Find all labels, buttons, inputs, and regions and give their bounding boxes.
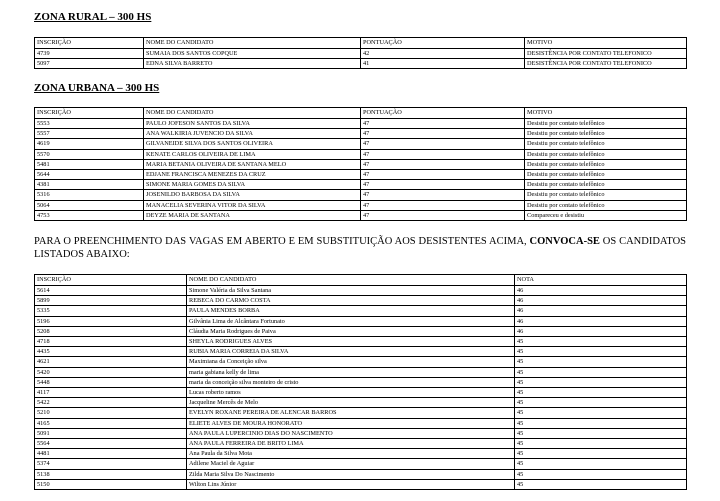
table-row: [35, 388, 687, 398]
table-cell: KENATE CARLOS OLIVEIRA DE LIMA: [144, 149, 361, 159]
table-cell: 42: [361, 49, 525, 59]
table-row: [35, 418, 687, 428]
table-row: [35, 398, 687, 408]
table-row: [35, 129, 687, 139]
table-cell: 5553: [35, 119, 144, 129]
table-cell: PAULO JOFESON SANTOS DA SILVA: [144, 119, 361, 129]
table-cell: DESISTÊNCIA POR CONTATO TELEFONICO: [525, 49, 687, 59]
table-cell: SUMAIA DOS SANTOS COPQUE: [144, 49, 361, 59]
table-cell: 4739: [35, 49, 144, 59]
column-header: PONTUAÇÃO: [361, 108, 525, 119]
column-header: MOTIVO: [525, 38, 687, 49]
table-row: [35, 439, 687, 449]
table-cell: Lucas roberto ramos: [187, 388, 515, 398]
table-row: [35, 170, 687, 180]
table-cell: Desistiu por contato telefônico: [525, 200, 687, 210]
table-cell: 45: [515, 367, 687, 377]
rural-table: [34, 37, 687, 69]
table-cell: 5557: [35, 129, 144, 139]
table-cell: 45: [515, 459, 687, 469]
table-cell: 5374: [35, 459, 187, 469]
table-cell: Maximiana da Conceição silva: [187, 357, 515, 367]
table-cell: 45: [515, 418, 687, 428]
table-cell: 45: [515, 469, 687, 479]
table-cell: 5097: [35, 59, 144, 69]
table-cell: 45: [515, 479, 687, 489]
paragraph-text-end: OS CANDIDATOS LISTADOS ABAIXO:: [34, 236, 686, 260]
column-header: INSCRIÇÃO: [35, 108, 144, 119]
table-row: [35, 459, 687, 469]
table-cell: 45: [515, 398, 687, 408]
table-cell: 47: [361, 170, 525, 180]
table-cell: Desistiu por contato telefônico: [525, 170, 687, 180]
table-cell: 5196: [35, 316, 187, 326]
table-cell: 45: [515, 337, 687, 347]
table-cell: 5448: [35, 377, 187, 387]
table-cell: Desistiu por contato telefônico: [525, 190, 687, 200]
column-header: NOME DO CANDIDATO: [144, 108, 361, 119]
table-cell: DEYZE MARIA DE SANTANA: [144, 210, 361, 220]
table-row: [35, 149, 687, 159]
table-row: [35, 337, 687, 347]
table-cell: 4381: [35, 180, 144, 190]
table-cell: 5335: [35, 306, 187, 316]
table-cell: 5570: [35, 149, 144, 159]
table-cell: 5644: [35, 170, 144, 180]
table-cell: Desistiu por contato telefônico: [525, 149, 687, 159]
table-cell: 5150: [35, 479, 187, 489]
table-cell: 4718: [35, 337, 187, 347]
table-row: [35, 347, 687, 357]
table-cell: 5481: [35, 159, 144, 169]
table-cell: Wilton Lins Júnior: [187, 479, 515, 489]
table-cell: ANA WALKIRIA JUVENCIO DA SILVA: [144, 129, 361, 139]
table-row: [35, 159, 687, 169]
table-cell: 47: [361, 190, 525, 200]
table-cell: 4753: [35, 210, 144, 220]
table-cell: Desistiu por contato telefônico: [525, 119, 687, 129]
table-cell: GILVANEIDE SILVA DOS SANTOS OLIVEIRA: [144, 139, 361, 149]
table-cell: ANA PAULA FERREIRA DE BRITO LIMA: [187, 439, 515, 449]
table-cell: maria gabiana kelly de lima: [187, 367, 515, 377]
table-cell: 5899: [35, 296, 187, 306]
table-cell: 5064: [35, 200, 144, 210]
table-cell: EDNA SILVA BARRETO: [144, 59, 361, 69]
table-cell: 46: [515, 286, 687, 296]
column-header: INSCRIÇÃO: [35, 38, 144, 49]
table-row: [35, 326, 687, 336]
table-row: [35, 357, 687, 367]
table-cell: 4117: [35, 388, 187, 398]
table-cell: 5138: [35, 469, 187, 479]
column-header: INSCRIÇÃO: [35, 275, 187, 286]
table-row: [35, 469, 687, 479]
table-row: [35, 210, 687, 220]
table-cell: SHEYLA RODRIGUES ALVES: [187, 337, 515, 347]
table-cell: 47: [361, 159, 525, 169]
table-row: [35, 428, 687, 438]
table-cell: 5614: [35, 286, 187, 296]
table-header-row: [35, 108, 687, 119]
column-header: NOME DO CANDIDATO: [187, 275, 515, 286]
table-cell: 47: [361, 180, 525, 190]
table-cell: MANACELIA SEVERINA VITOR DA SILVA: [144, 200, 361, 210]
table-cell: 45: [515, 388, 687, 398]
table-row: [35, 190, 687, 200]
table-row: [35, 180, 687, 190]
table-cell: Zilda Maria Silva Do Nascimento: [187, 469, 515, 479]
table-cell: REBECA DO CARMO COSTA: [187, 296, 515, 306]
table-cell: EDJANE FRANCISCA MENEZES DA CRUZ: [144, 170, 361, 180]
table-cell: 47: [361, 119, 525, 129]
table-cell: 46: [515, 296, 687, 306]
table-cell: Desistiu por contato telefônico: [525, 180, 687, 190]
table-cell: JOSENILDO BARBOSA DA SILVA: [144, 190, 361, 200]
table-row: [35, 139, 687, 149]
table-cell: 45: [515, 377, 687, 387]
urbana-table: [34, 107, 687, 221]
table-cell: Jacqueline Mercês de Melo: [187, 398, 515, 408]
table-cell: Desistiu por contato telefônico: [525, 129, 687, 139]
table-cell: 47: [361, 210, 525, 220]
table-cell: Adilene Maciel de Aguiar: [187, 459, 515, 469]
table-header-row: [35, 38, 687, 49]
table-cell: 4619: [35, 139, 144, 149]
table-row: [35, 367, 687, 377]
table-cell: 45: [515, 449, 687, 459]
convocation-paragraph: [34, 235, 686, 261]
table-row: [35, 49, 687, 59]
table-cell: 45: [515, 347, 687, 357]
table-cell: 47: [361, 149, 525, 159]
table-cell: 5564: [35, 439, 187, 449]
table-cell: 45: [515, 408, 687, 418]
table-cell: 4621: [35, 357, 187, 367]
table-cell: Simone Valéria da Silva Santana: [187, 286, 515, 296]
column-header: NOTA: [515, 275, 687, 286]
table-cell: 46: [515, 326, 687, 336]
table-row: [35, 286, 687, 296]
convocados-table: [34, 274, 687, 490]
table-row: [35, 119, 687, 129]
urbana-heading: ZONA URBANA – 300 HS: [34, 82, 160, 94]
table-row: [35, 306, 687, 316]
table-header-row: [35, 275, 687, 286]
table-cell: 5208: [35, 326, 187, 336]
table-cell: 4435: [35, 347, 187, 357]
table-row: [35, 408, 687, 418]
table-row: [35, 377, 687, 387]
table-cell: 5210: [35, 408, 187, 418]
paragraph-bold-convoca: CONVOCA-SE: [529, 236, 600, 247]
table-cell: 45: [515, 428, 687, 438]
table-cell: ELIETE ALVES DE MOURA HONORATO: [187, 418, 515, 428]
table-row: [35, 316, 687, 326]
table-row: [35, 479, 687, 489]
table-cell: 45: [515, 439, 687, 449]
table-cell: 4165: [35, 418, 187, 428]
table-cell: 46: [515, 316, 687, 326]
table-cell: EVELYN ROXANE PEREIRA DE ALENCAR BARROS: [187, 408, 515, 418]
table-cell: 5316: [35, 190, 144, 200]
table-cell: Desistiu por contato telefônico: [525, 159, 687, 169]
table-cell: Ana Paula da Silva Mota: [187, 449, 515, 459]
table-cell: Compareceu e desistiu: [525, 210, 687, 220]
table-cell: 4481: [35, 449, 187, 459]
table-cell: Cláudia Maria Rodrigues de Paiva: [187, 326, 515, 336]
table-cell: Desistiu por contato telefônico: [525, 139, 687, 149]
table-cell: 47: [361, 200, 525, 210]
table-cell: MARIA BETANIA OLIVEIRA DE SANTANA MELO: [144, 159, 361, 169]
table-cell: 47: [361, 129, 525, 139]
table-cell: 46: [515, 306, 687, 316]
column-header: PONTUAÇÃO: [361, 38, 525, 49]
table-cell: DESISTÊNCIA POR CONTATO TELEFONICO: [525, 59, 687, 69]
column-header: MOTIVO: [525, 108, 687, 119]
column-header: NOME DO CANDIDATO: [144, 38, 361, 49]
table-cell: 41: [361, 59, 525, 69]
table-cell: 5420: [35, 367, 187, 377]
table-cell: SIMONE MARIA GOMES DA SILVA: [144, 180, 361, 190]
table-row: [35, 296, 687, 306]
table-row: [35, 200, 687, 210]
table-row: [35, 59, 687, 69]
table-cell: maria da conceição silva monteiro de cristo: [187, 377, 515, 387]
table-row: [35, 449, 687, 459]
table-cell: 47: [361, 139, 525, 149]
rural-heading: ZONA RURAL – 300 HS: [34, 11, 152, 23]
paragraph-text-start: PARA O PREENCHIMENTO DAS VAGAS EM ABERTO E EM SUBSTITUIÇÃO AOS DESISTENTES ACIMA,: [34, 236, 530, 247]
table-cell: RUBIA MARIA CORREIA DA SILVA: [187, 347, 515, 357]
table-cell: PAULA MENDES BORBA: [187, 306, 515, 316]
table-cell: 5091: [35, 428, 187, 438]
table-cell: ANA PAULA LUPERCINIO DIAS DO NASCIMENTO: [187, 428, 515, 438]
table-cell: 5422: [35, 398, 187, 408]
table-cell: 45: [515, 357, 687, 367]
table-cell: Gilvânia Lima de Alcântara Fortunato: [187, 316, 515, 326]
